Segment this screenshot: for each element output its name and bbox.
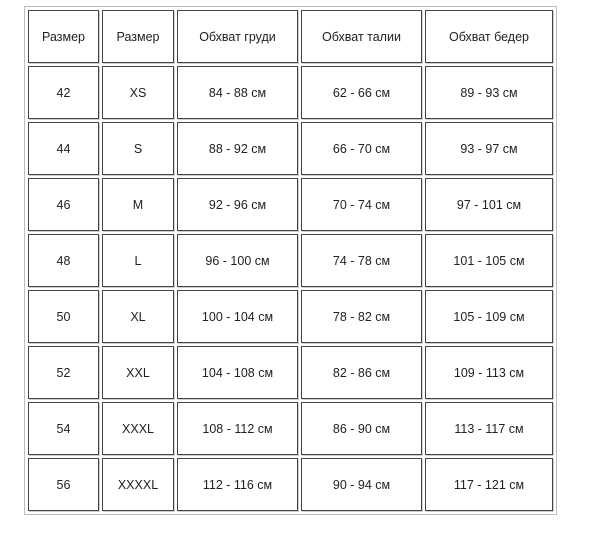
table-header-row: [28, 10, 553, 63]
table-row: [28, 122, 553, 175]
table-row: [28, 290, 553, 343]
cell-chest: 108 - 112 см: [177, 402, 298, 455]
table-row: [28, 402, 553, 455]
cell-size-intl: XXXL: [102, 402, 174, 455]
cell-size-ru: 48: [28, 234, 99, 287]
cell-size-intl: L: [102, 234, 174, 287]
cell-chest: 96 - 100 см: [177, 234, 298, 287]
cell-size-intl: XL: [102, 290, 174, 343]
cell-size-ru: 50: [28, 290, 99, 343]
cell-hips: 89 - 93 см: [425, 66, 553, 119]
cell-hips: 93 - 97 см: [425, 122, 553, 175]
header-size-intl: Размер: [102, 10, 174, 63]
cell-hips: 113 - 117 см: [425, 402, 553, 455]
cell-hips: 117 - 121 см: [425, 458, 553, 511]
header-chest: Обхват груди: [177, 10, 298, 63]
cell-chest: 84 - 88 см: [177, 66, 298, 119]
cell-waist: 62 - 66 см: [301, 66, 422, 119]
header-waist: Обхват талии: [301, 10, 422, 63]
table-row: [28, 234, 553, 287]
cell-size-intl: XXL: [102, 346, 174, 399]
cell-waist: 90 - 94 см: [301, 458, 422, 511]
cell-size-intl: XS: [102, 66, 174, 119]
cell-waist: 70 - 74 см: [301, 178, 422, 231]
cell-chest: 112 - 116 см: [177, 458, 298, 511]
cell-waist: 74 - 78 см: [301, 234, 422, 287]
cell-hips: 97 - 101 см: [425, 178, 553, 231]
cell-chest: 88 - 92 см: [177, 122, 298, 175]
cell-waist: 78 - 82 см: [301, 290, 422, 343]
cell-waist: 82 - 86 см: [301, 346, 422, 399]
cell-size-ru: 44: [28, 122, 99, 175]
cell-size-intl: M: [102, 178, 174, 231]
cell-size-intl: XXXXL: [102, 458, 174, 511]
cell-chest: 100 - 104 см: [177, 290, 298, 343]
table-row: [28, 346, 553, 399]
cell-hips: 105 - 109 см: [425, 290, 553, 343]
size-chart-table: [24, 6, 557, 515]
table-row: [28, 178, 553, 231]
header-hips: Обхват бедер: [425, 10, 553, 63]
cell-size-intl: S: [102, 122, 174, 175]
cell-size-ru: 52: [28, 346, 99, 399]
cell-size-ru: 42: [28, 66, 99, 119]
cell-size-ru: 54: [28, 402, 99, 455]
cell-chest: 92 - 96 см: [177, 178, 298, 231]
table-row: [28, 66, 553, 119]
cell-waist: 66 - 70 см: [301, 122, 422, 175]
cell-size-ru: 56: [28, 458, 99, 511]
header-size-ru: Размер: [28, 10, 99, 63]
table-row: [28, 458, 553, 511]
cell-hips: 109 - 113 см: [425, 346, 553, 399]
cell-waist: 86 - 90 см: [301, 402, 422, 455]
cell-size-ru: 46: [28, 178, 99, 231]
cell-hips: 101 - 105 см: [425, 234, 553, 287]
cell-chest: 104 - 108 см: [177, 346, 298, 399]
